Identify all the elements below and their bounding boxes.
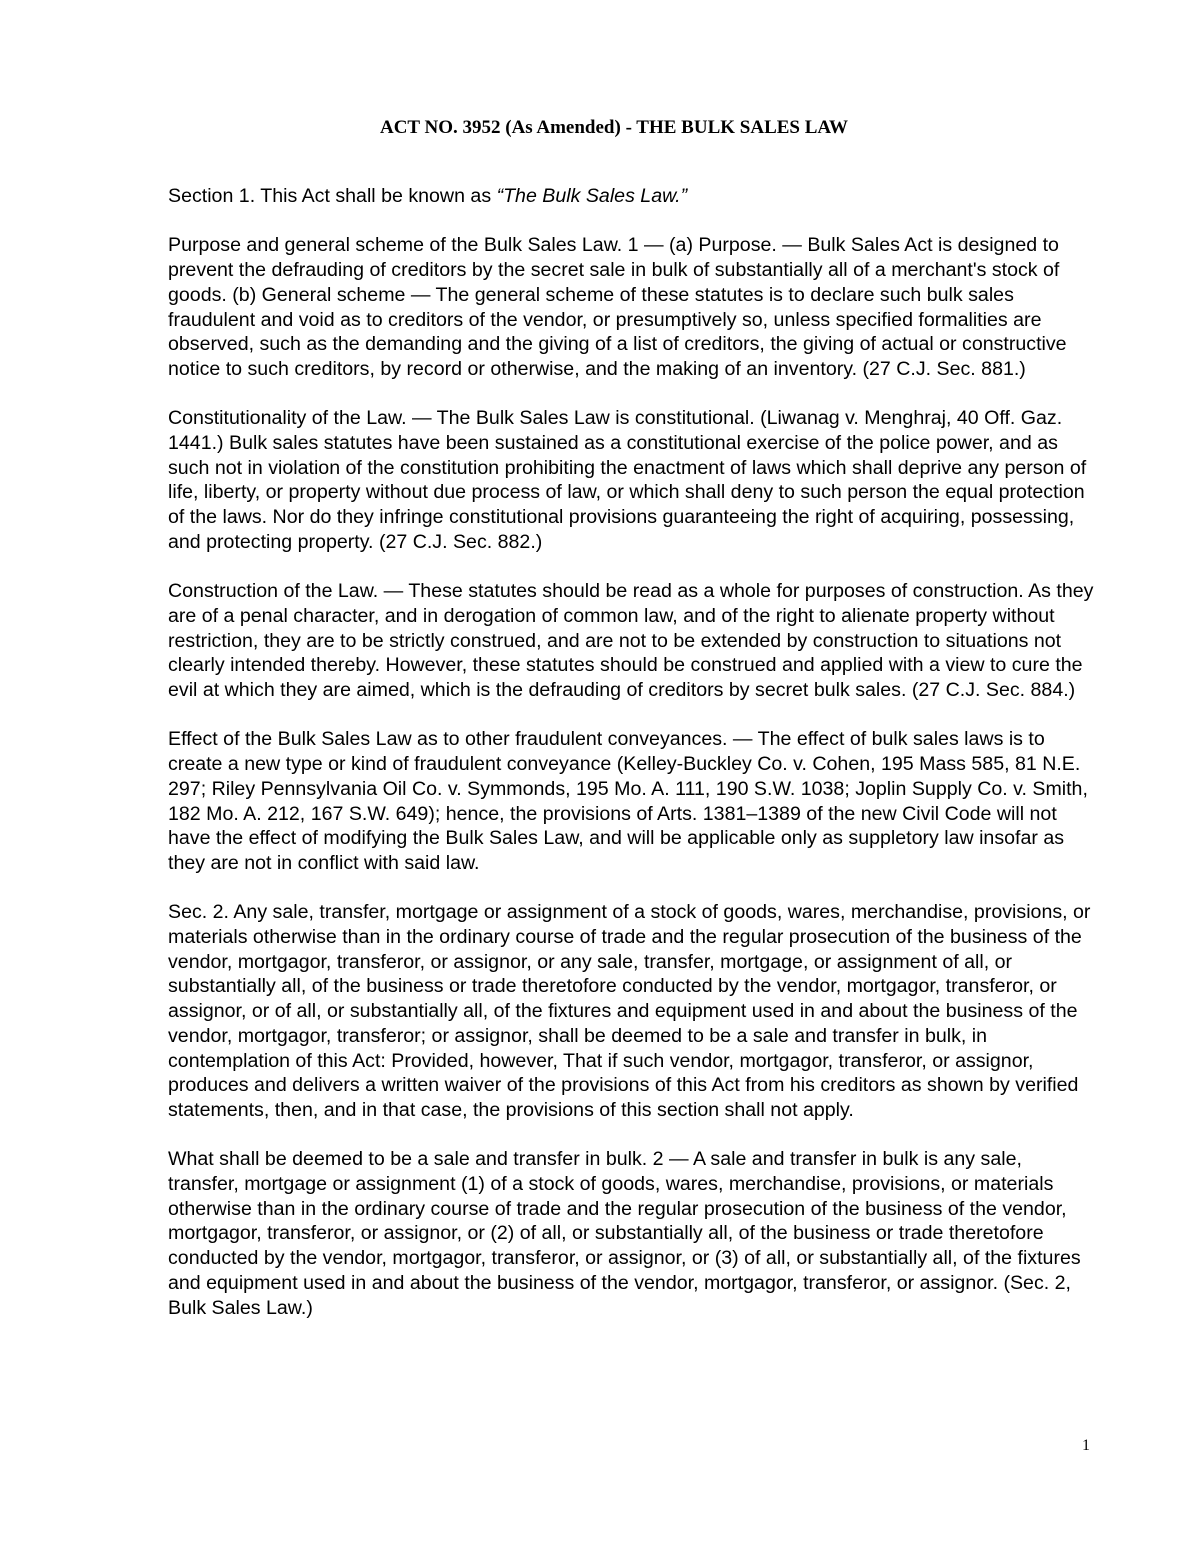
constitutionality-paragraph: Constitutionality of the Law. — The Bulk Sales Law is constitutional. (Liwanag v. Menghraj, 40 Off. Gaz. 1441.) Bulk sales statutes have been sustained as a constitutional exercise of the police power, and as such not in violation of the constitution prohibiting the enactment of laws which shall deprive any person of life, liberty, or property without due process of law, or which shall deny to such person the equal protection of the laws. Nor do they infringe constitutional provisions guaranteeing the right of acquiring, possessing, and protecting property. (27 C.J. Sec. 882.) [168,407,1087,553]
bulk-transfer-definition-paragraph: What shall be deemed to be a sale and transfer in bulk. 2 — A sale and transfer in bulk is any sale, transfer, mortgage or assignment (1) of a stock of goods, wares, merchandise, provisions, or materials otherwise than in the ordinary course of trade and the regular prosecution of the business of the vendor, mortgagor, transferor, or assignor, or (2) of all, or substantially all, of the business or trade theretofore conducted by the vendor, mortgagor, transferor, or assignor, or (3) of all, or substantially all, of the fixtures and equipment used in and about the business of the vendor, mortgagor, transferor, or assignor. (Sec. 2, Bulk Sales Law.) [168,1148,1081,1319]
construction-paragraph: Construction of the Law. — These statutes should be read as a whole for purposes of construction. As they are of a penal character, and in derogation of common law, and of the right to alienate property without restriction, they are to be strictly construed, and are not to be extended by construction to situations not clearly intended thereby. However, these statutes should be construed and applied with a view to cure the evil at which they are aimed, which is the defrauding of creditors by secret bulk sales. (27 C.J. Sec. 884.) [168,580,1094,702]
section-1-act-name: “The Bulk Sales Law.” [496,185,688,207]
fraudulent-conveyances-paragraph: Effect of the Bulk Sales Law as to other fraudulent conveyances. — The effect of bulk sales laws is to create a new type or kind of fraudulent conveyance (Kelley-Buckley Co. v. Cohen, 195 Mass 585, 81 N.E. 297; Riley Pennsylvania Oil Co. v. Symmonds, 195 Mo. A. 111, 190 S.W. 1038; Joplin Supply Co. v. Smith, 182 Mo. A. 212, 167 S.W. 649); hence, the provisions of Arts. 1381–1389 of the new Civil Code will not have the effect of modifying the Bulk Sales Law, and will be applicable only as suppletory law insofar as they are not in conflict with said law. [168,728,1088,874]
document-title: ACT NO. 3952 (As Amended) - THE BULK SALES LAW [379,117,849,138]
page-number: 1 [1082,1437,1090,1454]
section-2-paragraph: Sec. 2. Any sale, transfer, mortgage or assignment of a stock of goods, wares, merchandise, provisions, or materials otherwise than in the ordinary course of trade and the regular prosecution of the business of the vendor, mortgagor, transferor, or assignor, or any sale, transfer, mortgage, or assignment of all, or substantially all, of the business or trade theretofore conducted by the vendor, mortgagor, transferor, or assignor, or of all, or substantially all, of the fixtures and equipment used in and about the business of the vendor, mortgagor, transferor; or assignor, shall be deemed to be a sale and transfer in bulk, in contemplation of this Act: Provided, however, That if such vendor, mortgagor, transferor, or assignor, produces and delivers a written waiver of the provisions of this Act from his creditors as shown by verified statements, then, and in that case, the provisions of this section shall not apply. [168,901,1091,1121]
section-1-text: Section 1. This Act shall be known as [168,185,497,207]
purpose-paragraph: Purpose and general scheme of the Bulk Sales Law. 1 — (a) Purpose. — Bulk Sales Act is designed to prevent the defrauding of creditors by the secret sale in bulk of substantially all of a merchant's stock of goods. (b) General scheme — The general scheme of these statutes is to declare such bulk sales fraudulent and void as to creditors of the vendor, or presumptively so, unless specified formalities are observed, such as the demanding and the giving of a list of creditors, the giving of actual or constructive notice to such creditors, by record or otherwise, and the making of an inventory. (27 C.J. Sec. 881.) [168,234,1067,380]
section-1-paragraph [168,184,1098,209]
document-body [168,184,1098,1345]
